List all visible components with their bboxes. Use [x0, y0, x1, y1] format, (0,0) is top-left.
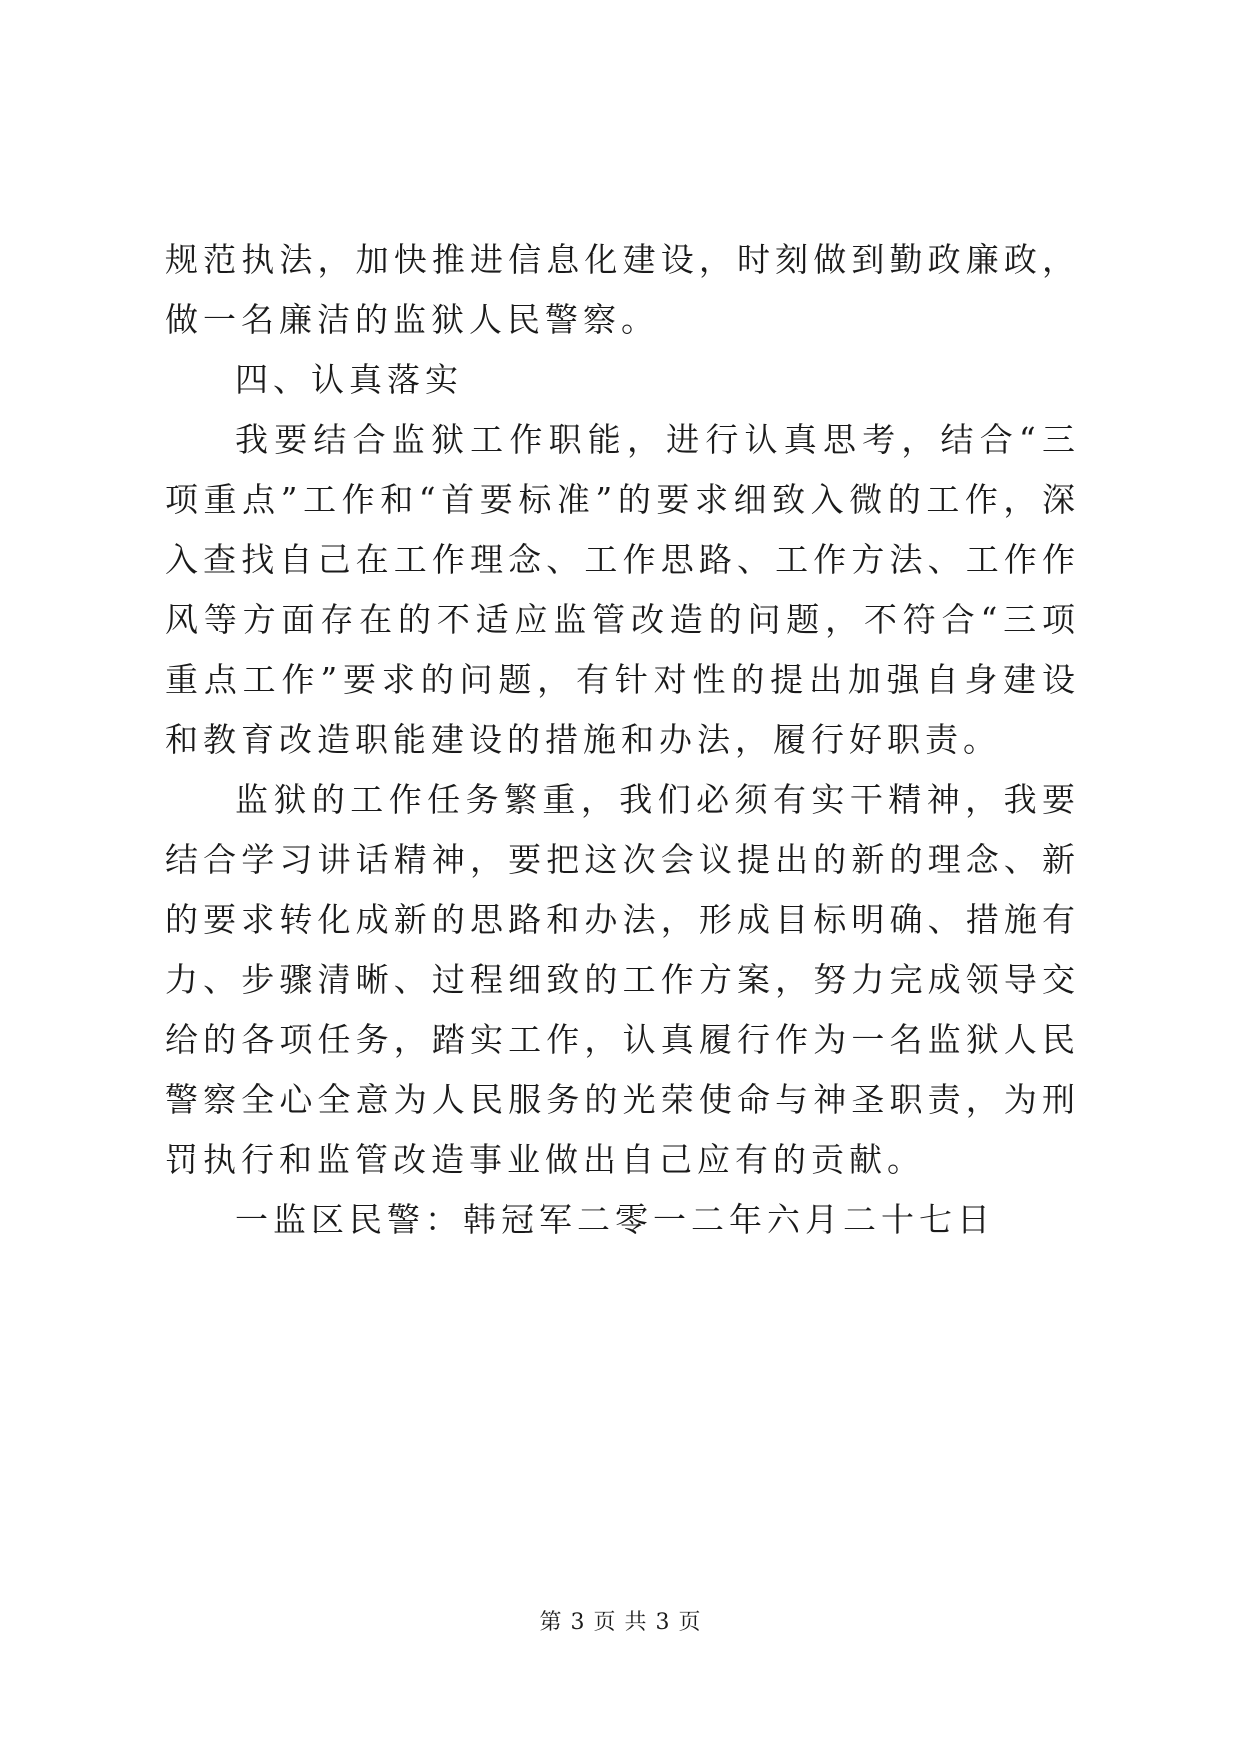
document-body — [165, 230, 1080, 1250]
signature-line: 一监区民警：韩冠军二零一二年六月二十七日 — [235, 1200, 995, 1239]
paragraph-continuation: 规范执法，加快推进信息化建设，时刻做到勤政廉政，做一名廉洁的监狱人民警察。 — [165, 240, 1080, 339]
paragraph: 我要结合监狱工作职能，进行认真思考，结合“三项重点”工作和“首要标准”的要求细致入微的工作，深入查找自己在工作理念、工作思路、工作方法、工作作风等方面存在的不适应监管改造的问题，不符合“三项重点工作”要求的问题，有针对性的提出加强自身建设和教育改造职能建设的措施和办法，履行好职责。 — [165, 420, 1080, 759]
section-heading: 四、认真落实 — [235, 360, 463, 399]
paragraph: 监狱的工作任务繁重，我们必须有实干精神，我要结合学习讲话精神，要把这次会议提出的新的理念、新的要求转化成新的思路和办法，形成目标明确、措施有力、步骤清晰、过程细致的工作方案，努力完成领导交给的各项任务，踏实工作，认真履行作为一名监狱人民警察全心全意为人民服务的光荣使命与神圣职责，为刑罚执行和监管改造事业做出自己应有的贡献。 — [165, 780, 1080, 1179]
page-footer: 第 3 页 共 3 页 — [539, 1610, 702, 1635]
